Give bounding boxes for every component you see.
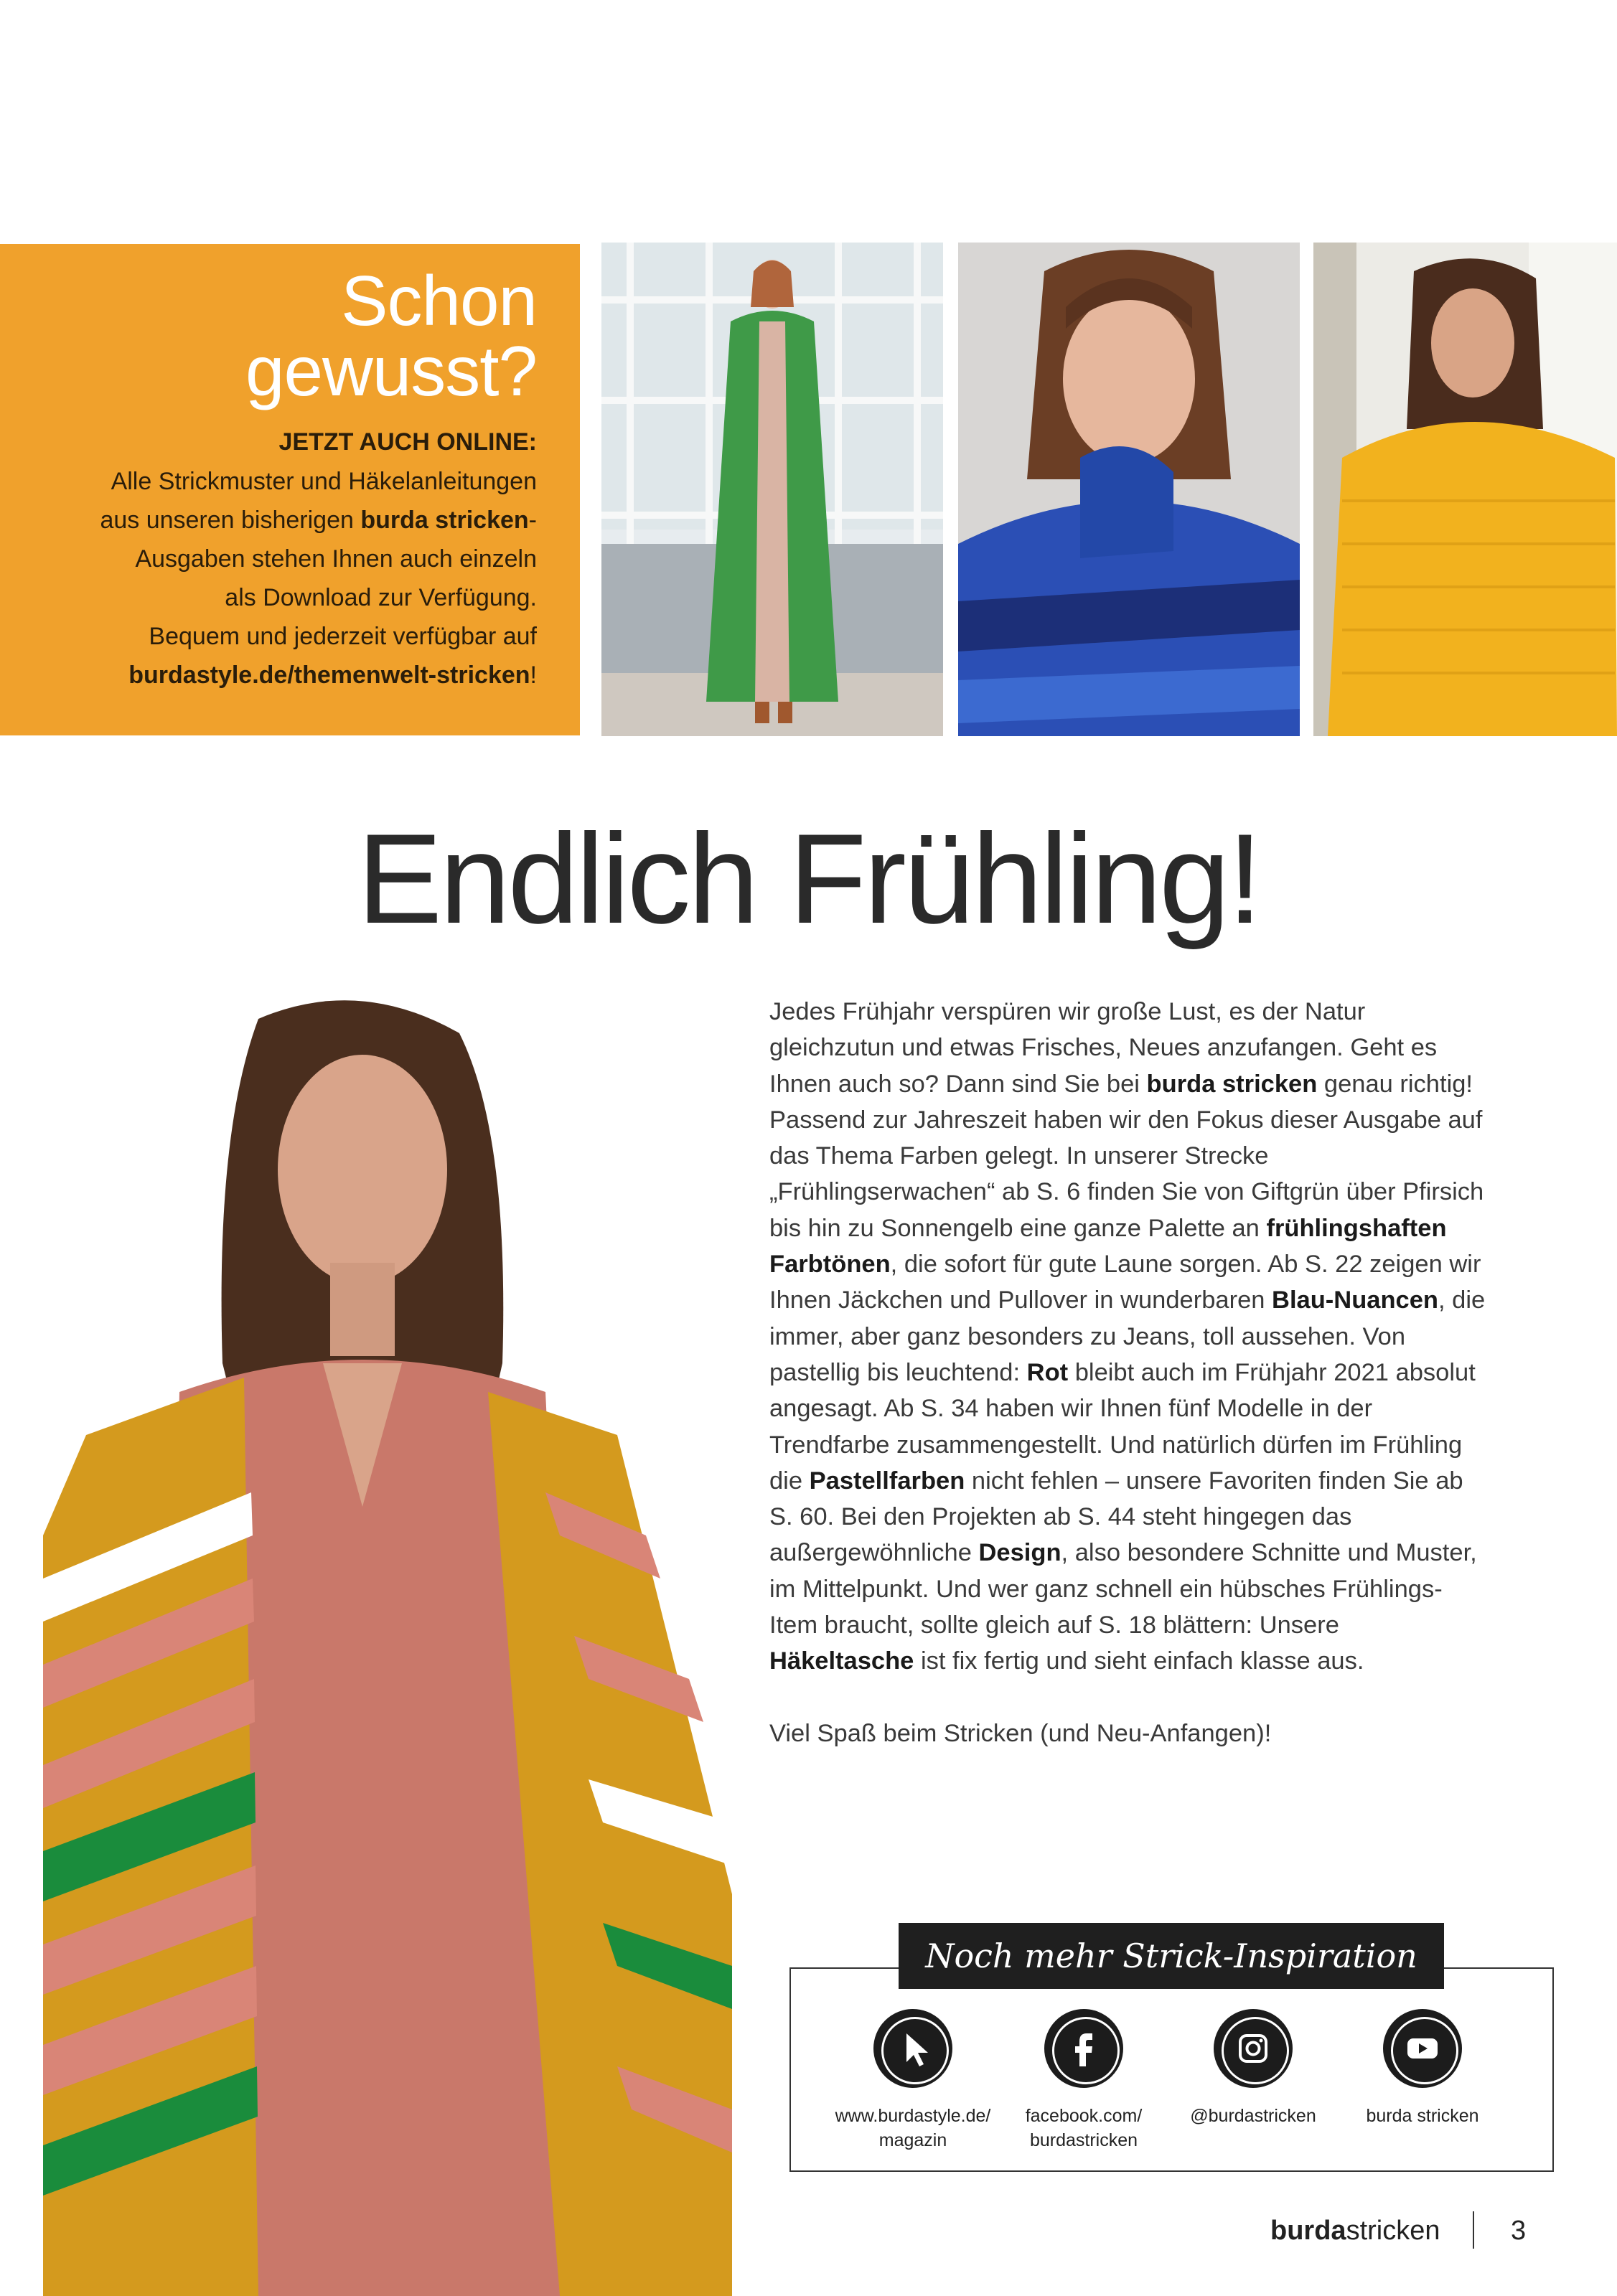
social-label[interactable] (834, 2104, 992, 2152)
footer-brand (1270, 2216, 1440, 2246)
info-subtitle: JETZT AUCH ONLINE: (278, 428, 537, 456)
info-text-span: ! (530, 662, 537, 689)
text-span: , die sofort für gute Laune sorgen. Ab S. 22 zeigen wir Ihnen Jäckchen und Pullover in wunderbaren (769, 1251, 1481, 1314)
text-span: nicht fehlen – unsere Favoriten finden Sie ab S. 60. Bei den Projekten ab S. 44 steht hingegen das außergewöhnliche (769, 1467, 1463, 1567)
cursor-icon[interactable] (873, 2009, 952, 2088)
footer-brand-bold: burda (1270, 2216, 1346, 2246)
info-text-line: Ausgaben stehen Ihnen auch einzeln (135, 545, 537, 573)
social-label[interactable] (1344, 2104, 1501, 2128)
paragraph-intro (769, 994, 1487, 1102)
text-bold: burda stricken (1146, 1070, 1318, 1098)
text-span: Jedes Frühjahr verspüren wir große Lust, es der Natur gleichzutun und etwas Frisches, Neues anzufangen. Geht es Ihnen auch so? Dann sind Sie bei (769, 998, 1438, 1098)
social-label[interactable] (1174, 2104, 1332, 2128)
info-text-line (29, 656, 537, 695)
info-title-line2: gewusst? (245, 331, 537, 410)
social-item-facebook[interactable] (1005, 2009, 1163, 2152)
info-box (0, 244, 580, 735)
text-bold: Rot (1026, 1358, 1069, 1386)
social-banner: Noch mehr Strick-Inspiration auf: (899, 1923, 1444, 1989)
facebook-icon[interactable] (1044, 2009, 1123, 2088)
text-bold: Häkeltasche (769, 1647, 914, 1675)
page-headline: Endlich Frühling! (357, 807, 1260, 950)
social-label-line: burdastricken (1029, 2130, 1138, 2150)
social-label-line: facebook.com/ (1025, 2106, 1143, 2126)
social-label-line: burda stricken (1366, 2106, 1479, 2126)
info-text-line (29, 501, 537, 540)
info-title-line1: Schon (341, 261, 537, 340)
info-text-line: Bequem und jederzeit verfügbar auf (149, 623, 537, 650)
text-span: genau richtig! (1317, 1070, 1473, 1098)
text-span: , die immer, aber ganz besonders zu Jeans, toll aussehen. Von pastellig bis leuchtend: (769, 1286, 1486, 1386)
social-item-instagram[interactable] (1174, 2009, 1332, 2128)
social-label-line: magazin (878, 2130, 947, 2150)
instagram-icon[interactable] (1214, 2009, 1293, 2088)
page-number: 3 (1511, 2216, 1527, 2246)
info-text-span: aus unseren bisherigen (100, 507, 361, 534)
text-bold: frühlingshaften Farbtönen (769, 1214, 1447, 1279)
text-span: ist fix fertig und sieht einfach klasse aus. (914, 1647, 1364, 1675)
footer-divider (1473, 2211, 1474, 2249)
social-label-line: www.burdastyle.de/ (835, 2106, 991, 2126)
text-bold: Blau-Nuancen (1272, 1286, 1438, 1314)
info-text-line: als Download zur Verfügung. (225, 584, 537, 611)
info-link[interactable]: burdastyle.de/themenwelt-stricken (128, 662, 530, 689)
text-bold: Pastellfarben (809, 1467, 965, 1495)
social-label[interactable] (1005, 2104, 1163, 2152)
info-text-line: Alle Strickmuster und Häkelanleitungen (111, 468, 537, 495)
info-text-bold: burda stricken (360, 507, 529, 534)
photo-model-striped-shawl (43, 990, 732, 2296)
text-bold: Design (978, 1539, 1061, 1567)
photo-green-cardigan (601, 243, 943, 736)
text-span: , also besondere Schnitte und Muster, im Mittelpunkt. Und wer ganz schnell ein hübsches Frühlings-Item braucht, sollte gleich auf S. 18 blättern: Unsere (769, 1539, 1477, 1639)
paragraph-closing: Viel Spaß beim Stricken (und Neu-Anfangen)! (769, 1719, 1272, 1747)
social-item-youtube[interactable] (1344, 2009, 1501, 2128)
info-text (29, 462, 537, 695)
text-span: Passend zur Jahreszeit haben wir den Fokus dieser Ausgabe auf das Thema Farben gelegt. In unserer Strecke „Frühlingserwachen“ ab S. 6 finden Sie von Giftgrün über Pfirsich bis hin zu Sonnengelb eine ganze Palette an (769, 1106, 1484, 1242)
spacer (769, 1680, 1487, 1716)
social-label-line: @burdastricken (1190, 2106, 1316, 2126)
info-text-span: - (528, 507, 537, 534)
paragraph-main (769, 1102, 1487, 1680)
editorial-text (769, 994, 1487, 1751)
photo-blue-sweater (958, 243, 1300, 736)
youtube-icon[interactable] (1383, 2009, 1462, 2088)
footer-brand-light: stricken (1346, 2216, 1440, 2246)
text-span: bleibt auch im Frühjahr 2021 absolut angesagt. Ab S. 34 haben wir Ihnen fünf Modelle in der Trendfarbe zusammengestellt. Und natürlich dürfen im Frühling die (769, 1358, 1476, 1495)
photo-yellow-sweater (1313, 243, 1617, 736)
info-title (29, 261, 537, 410)
social-item-website[interactable] (834, 2009, 992, 2152)
